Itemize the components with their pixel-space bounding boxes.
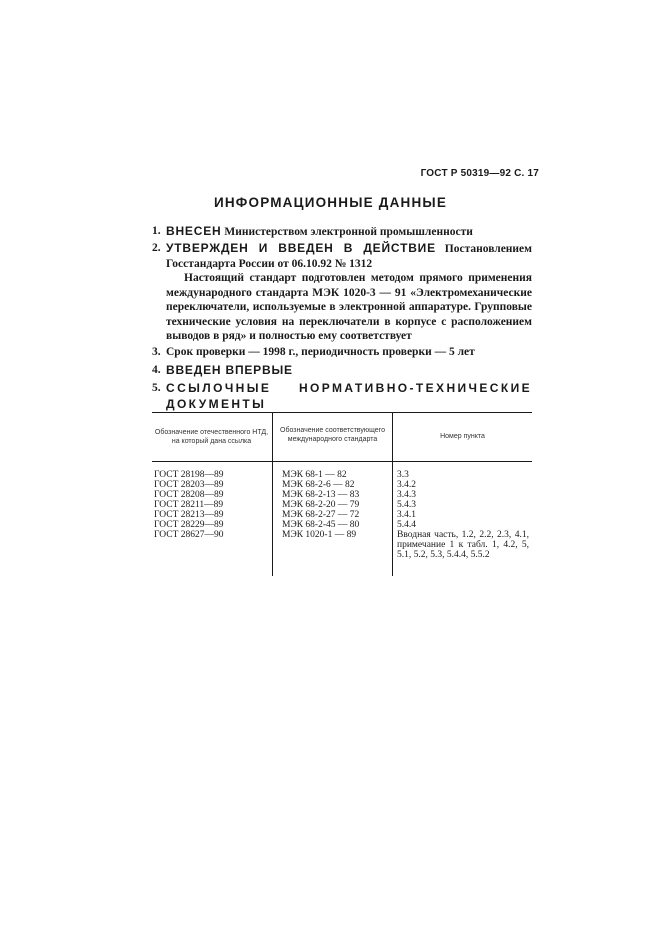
cell-clause: Вводная часть, 1.2, 2.2, 2.3, 4.1, примечание 1 к табл. 1, 4.2, 5, 5.1, 5.2, 5.3, 5.4.4, 5.5.2 bbox=[397, 530, 529, 560]
item-3-text: Срок проверки — 1998 г., периодичность проверки — 5 лет bbox=[166, 346, 475, 358]
cell-clause: 3.4.2 bbox=[397, 480, 416, 490]
cell-clause: 5.4.3 bbox=[397, 500, 416, 510]
cell-ntd: ГОСТ 28208—89 bbox=[154, 490, 224, 500]
item-5-number: 5. bbox=[152, 382, 161, 394]
item-2-paragraph: Настоящий стандарт подготовлен методом прямого применения международного стандарта МЭК 1020-3 — 91 «Электромеханические переключатели, используемые в электронной аппаратуре. Групповые технические условия на переключатели в корпусе с расположением выводов в ряд» и полностью ему соответствует bbox=[166, 272, 532, 342]
cell-ntd: ГОСТ 28203—89 bbox=[154, 480, 224, 490]
cell-intl: МЭК 68-2-45 — 80 bbox=[282, 520, 360, 530]
item-2-number: 2. bbox=[152, 242, 161, 254]
item-3-number: 3. bbox=[152, 346, 161, 358]
item-1-number: 1. bbox=[152, 225, 161, 237]
item-5-heading: ССЫЛОЧНЫЕ НОРМАТИВНО-ТЕХНИЧЕСКИЕ ДОКУМЕНТЫ bbox=[166, 381, 532, 411]
header-clause: Номер пункта bbox=[440, 433, 485, 440]
column-clause bbox=[393, 470, 532, 560]
cell-ntd: ГОСТ 28198—89 bbox=[154, 470, 224, 480]
cell-intl: МЭК 68-1 — 82 bbox=[282, 470, 347, 480]
cell-ntd: ГОСТ 28211—89 bbox=[154, 500, 224, 510]
cell-clause: 3.4.3 bbox=[397, 490, 416, 500]
column-divider bbox=[272, 413, 273, 461]
item-4-heading: ВВЕДЕН ВПЕРВЫЕ bbox=[166, 363, 293, 377]
item-5 bbox=[152, 381, 532, 412]
cell-ntd: ГОСТ 28627—90 bbox=[154, 530, 224, 540]
document-title: ИНФОРМАЦИОННЫЕ ДАННЫЕ bbox=[213, 195, 448, 210]
cell-intl: МЭК 1020-1 — 89 bbox=[282, 530, 357, 540]
page-header: ГОСТ Р 50319—92 С. 17 bbox=[420, 168, 539, 179]
item-1 bbox=[152, 224, 532, 240]
item-2-heading: УТВЕРЖДЕН И ВВЕДЕН В ДЕЙСТВИЕ bbox=[166, 241, 436, 255]
column-intl-standard bbox=[273, 470, 392, 540]
cell-intl: МЭК 68-2-6 — 82 bbox=[282, 480, 355, 490]
header-ntd: Обозначение отечественного НТД, на который дана ссылка bbox=[154, 429, 269, 445]
cell-clause: 3.3 bbox=[397, 470, 409, 480]
reference-table bbox=[152, 412, 532, 576]
cell-intl: МЭК 68-2-27 — 72 bbox=[282, 510, 360, 520]
item-1-heading: ВНЕСЕН bbox=[166, 224, 222, 238]
cell-ntd: ГОСТ 28213—89 bbox=[154, 510, 224, 520]
cell-clause: 5.4.4 bbox=[397, 520, 416, 530]
item-3 bbox=[152, 345, 532, 360]
header-intl-standard: Обозначение соответствующего международного стандарта bbox=[280, 427, 385, 443]
cell-ntd: ГОСТ 28229—89 bbox=[154, 520, 224, 530]
column-ntd bbox=[152, 470, 271, 540]
cell-intl: МЭК 68-2-20 — 79 bbox=[282, 500, 360, 510]
table-header bbox=[152, 413, 532, 462]
column-divider bbox=[392, 413, 393, 461]
cell-intl: МЭК 68-2-13 — 83 bbox=[282, 490, 360, 500]
item-2-text: Постановлением Госстандарта России от 06.10.92 № 1312 bbox=[166, 243, 532, 270]
item-2 bbox=[152, 241, 532, 344]
item-1-text: Министерством электронной промышленности bbox=[224, 226, 473, 238]
table-body bbox=[152, 462, 532, 576]
item-4-number: 4. bbox=[152, 364, 161, 376]
cell-clause: 3.4.1 bbox=[397, 510, 416, 520]
item-4 bbox=[152, 363, 532, 379]
